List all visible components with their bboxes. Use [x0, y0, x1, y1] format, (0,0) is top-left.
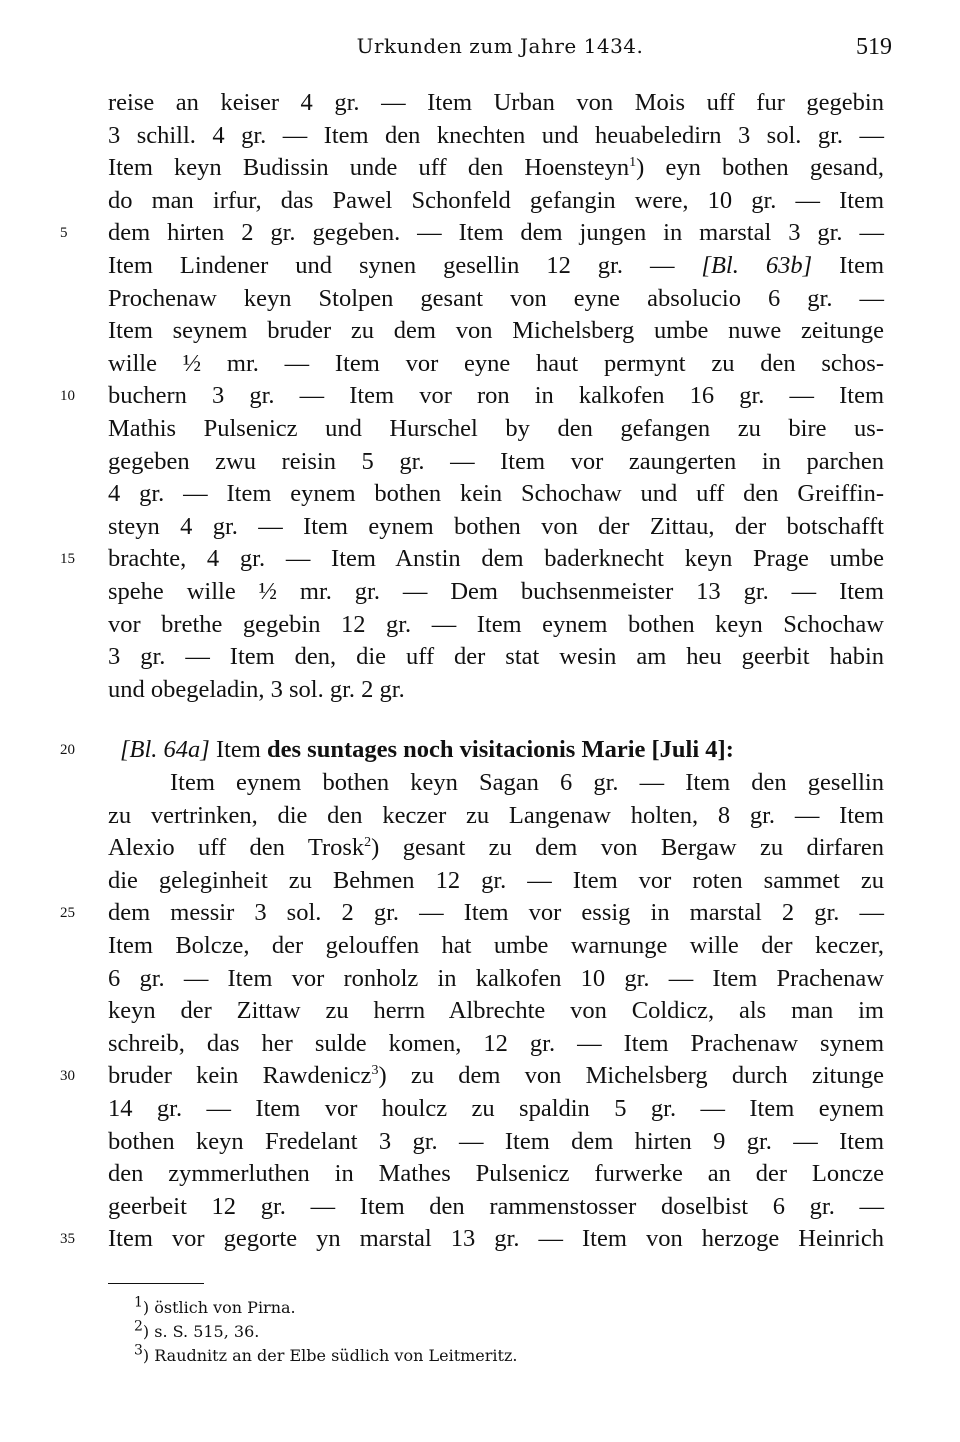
- line-text: reise an keiser 4 gr. — Item Urban von Mois uff fur gegebin: [108, 89, 884, 116]
- line-text: steyn 4 gr. — Item eynem bothen von der Zittau, der botschafft: [108, 512, 884, 540]
- footnote-mark: 3: [134, 1342, 143, 1359]
- text-line: [108, 283, 884, 315]
- text-line: [108, 511, 884, 543]
- line-text: Mathis Pulsenicz und Hurschel by den gefangen zu bire us-: [108, 415, 884, 442]
- page-number: 519: [856, 34, 892, 60]
- footnote-marker: 1: [629, 155, 637, 171]
- text-line: [108, 609, 884, 641]
- line-text: dem hirten 2 gr. gegeben. — Item dem jungen in marstal 3 gr. —: [108, 219, 884, 247]
- folio-reference: [Bl. 64a]: [120, 736, 210, 764]
- text-line: [108, 995, 884, 1027]
- footnote-mark: 2: [134, 1318, 143, 1335]
- footnote-mark: 1: [134, 1294, 143, 1311]
- line-text: brachte, 4 gr. — Item Anstin dem baderknecht keyn Prage umbe: [108, 545, 884, 573]
- section-heading: des suntages noch visitacionis Marie [Juli 4]:: [267, 736, 734, 764]
- line-segment: Alexio uff den Trosk: [108, 834, 365, 862]
- running-head: Urkunden zum Jahre 1434.: [356, 34, 644, 58]
- text-line: [170, 767, 884, 799]
- line-segment: Item: [209, 736, 267, 764]
- text-line: [108, 1060, 884, 1092]
- line-number: 30: [60, 1068, 75, 1085]
- text-line: [108, 217, 884, 249]
- line-text: Item eynem bothen keyn Sagan 6 gr. — Item den gesellin: [170, 769, 884, 796]
- line-text: vor brethe gegebin 12 gr. — Item eynem bothen keyn Schochaw: [108, 610, 884, 638]
- text-line: [108, 641, 884, 673]
- line-text: 4 gr. — Item eynem bothen kein Schochaw und uff den Greiffin-: [108, 480, 884, 508]
- line-number: 20: [60, 742, 75, 759]
- footnote-marker: 3: [371, 1063, 379, 1079]
- text-line: [108, 674, 884, 706]
- text-line: [108, 120, 884, 152]
- line-number: 10: [60, 388, 75, 405]
- text-line: [108, 348, 884, 380]
- text-line: [108, 930, 884, 962]
- text-line: [108, 1126, 884, 1158]
- line-text: 3 gr. — Item den, die uff der stat wesin am heu geerbit habin: [108, 643, 884, 671]
- folio-reference: [Bl. 63b]: [701, 252, 813, 279]
- line-text: geerbeit 12 gr. — Item den rammenstosser doselbist 6 gr. —: [108, 1192, 884, 1220]
- line-number: 15: [60, 551, 75, 568]
- page-header: [108, 34, 892, 64]
- text-line: [108, 543, 884, 575]
- line-text: den zymmerluthen in Mathes Pulsenicz furwerke an der Loncze: [108, 1160, 884, 1188]
- footnotes: [134, 1296, 834, 1368]
- text-line: [108, 897, 884, 929]
- line-text: Prochenaw keyn Stolpen gesant von eyne absolucio 6 gr. —: [108, 284, 884, 312]
- footnote-rule: [108, 1283, 204, 1284]
- text-line: [108, 250, 884, 282]
- text-line: [108, 1028, 884, 1060]
- text-line: [108, 963, 884, 995]
- line-number: 25: [60, 905, 75, 922]
- footnote: [134, 1320, 834, 1344]
- footnote: [134, 1296, 834, 1320]
- line-text: 3 schill. 4 gr. — Item den knechten und heuabeledirn 3 sol. gr. —: [108, 121, 884, 149]
- line-segment: Item keyn Budissin unde uff den Hoensteyn: [108, 154, 630, 182]
- line-text: do man irfur, das Pawel Schonfeld gefangin were, 10 gr. — Item: [108, 186, 884, 214]
- footnote: [134, 1344, 834, 1368]
- line-segment: ) zu dem von Michelsberg durch zitunge: [378, 1062, 884, 1090]
- line-segment: Item: [812, 252, 884, 279]
- line-text: 14 gr. — Item vor houlcz zu spaldin 5 gr. — Item eynem: [108, 1095, 884, 1122]
- line-text: Item vor gegorte yn marstal 13 gr. — Item von herzoge Heinrich: [108, 1225, 884, 1253]
- text-line: [108, 152, 884, 184]
- footnote-text: ) s. S. 515, 36.: [142, 1322, 260, 1341]
- section-heading-line: [120, 734, 884, 766]
- line-text: Item Bolcze, der gelouffen hat umbe warnunge wille der keczer,: [108, 932, 884, 959]
- line-number: 35: [60, 1231, 75, 1248]
- text-line: [108, 380, 884, 412]
- text-line: [108, 87, 884, 119]
- text-line: [108, 315, 884, 347]
- line-segment: bruder kein Rawdenicz: [108, 1062, 372, 1090]
- text-line: [108, 800, 884, 832]
- text-line: [108, 478, 884, 510]
- text-line: [108, 1158, 884, 1190]
- text-line: [108, 185, 884, 217]
- line-text: zu vertrinken, die den keczer zu Langenaw holten, 8 gr. — Item: [108, 801, 884, 829]
- line-text: buchern 3 gr. — Item vor ron in kalkofen 16 gr. — Item: [108, 382, 884, 410]
- line-text: schreib, das her sulde komen, 12 gr. — Item Prachenaw synem: [108, 1029, 884, 1057]
- footnote-text: ) östlich von Pirna.: [142, 1298, 296, 1317]
- footnote-text: ) Raudnitz an der Elbe südlich von Leitmeritz.: [142, 1346, 518, 1365]
- line-segment: ) gesant zu dem von Bergaw zu dirfaren: [371, 834, 884, 862]
- line-text: Item seynem bruder zu dem von Michelsberg umbe nuwe zeitunge: [108, 317, 884, 345]
- line-text: 6 gr. — Item vor ronholz in kalkofen 10 gr. — Item Prachenaw: [108, 964, 884, 992]
- line-text: spehe wille ½ mr. gr. — Dem buchsenmeister 13 gr. — Item: [108, 578, 884, 605]
- text-line: [108, 865, 884, 897]
- text-line: [108, 576, 884, 608]
- text-line: [108, 446, 884, 478]
- text-line: [108, 1191, 884, 1223]
- text-line: [108, 1093, 884, 1125]
- line-text: gegeben zwu reisin 5 gr. — Item vor zaungerten in parchen: [108, 447, 884, 475]
- text-line: [108, 832, 884, 864]
- footnote-marker: 2: [364, 835, 372, 851]
- line-text: und obegeladin, 3 sol. gr. 2 gr.: [108, 675, 405, 703]
- line-text: dem messir 3 sol. 2 gr. — Item vor essig in marstal 2 gr. —: [108, 899, 884, 927]
- text-line: [108, 413, 884, 445]
- line-text: die geleginheit zu Behmen 12 gr. — Item vor roten sammet zu: [108, 866, 884, 894]
- line-text: wille ½ mr. — Item vor eyne haut permynt zu den schos-: [108, 349, 884, 377]
- line-segment: ) eyn bothen gesand,: [636, 154, 885, 182]
- line-segment: Item Lindener und synen gesellin 12 gr. —: [108, 252, 702, 279]
- text-line: [108, 1223, 884, 1255]
- line-number: 5: [60, 225, 68, 242]
- line-text: bothen keyn Fredelant 3 gr. — Item dem hirten 9 gr. — Item: [108, 1127, 884, 1155]
- line-text: keyn der Zittaw zu herrn Albrechte von Coldicz, als man im: [108, 997, 884, 1025]
